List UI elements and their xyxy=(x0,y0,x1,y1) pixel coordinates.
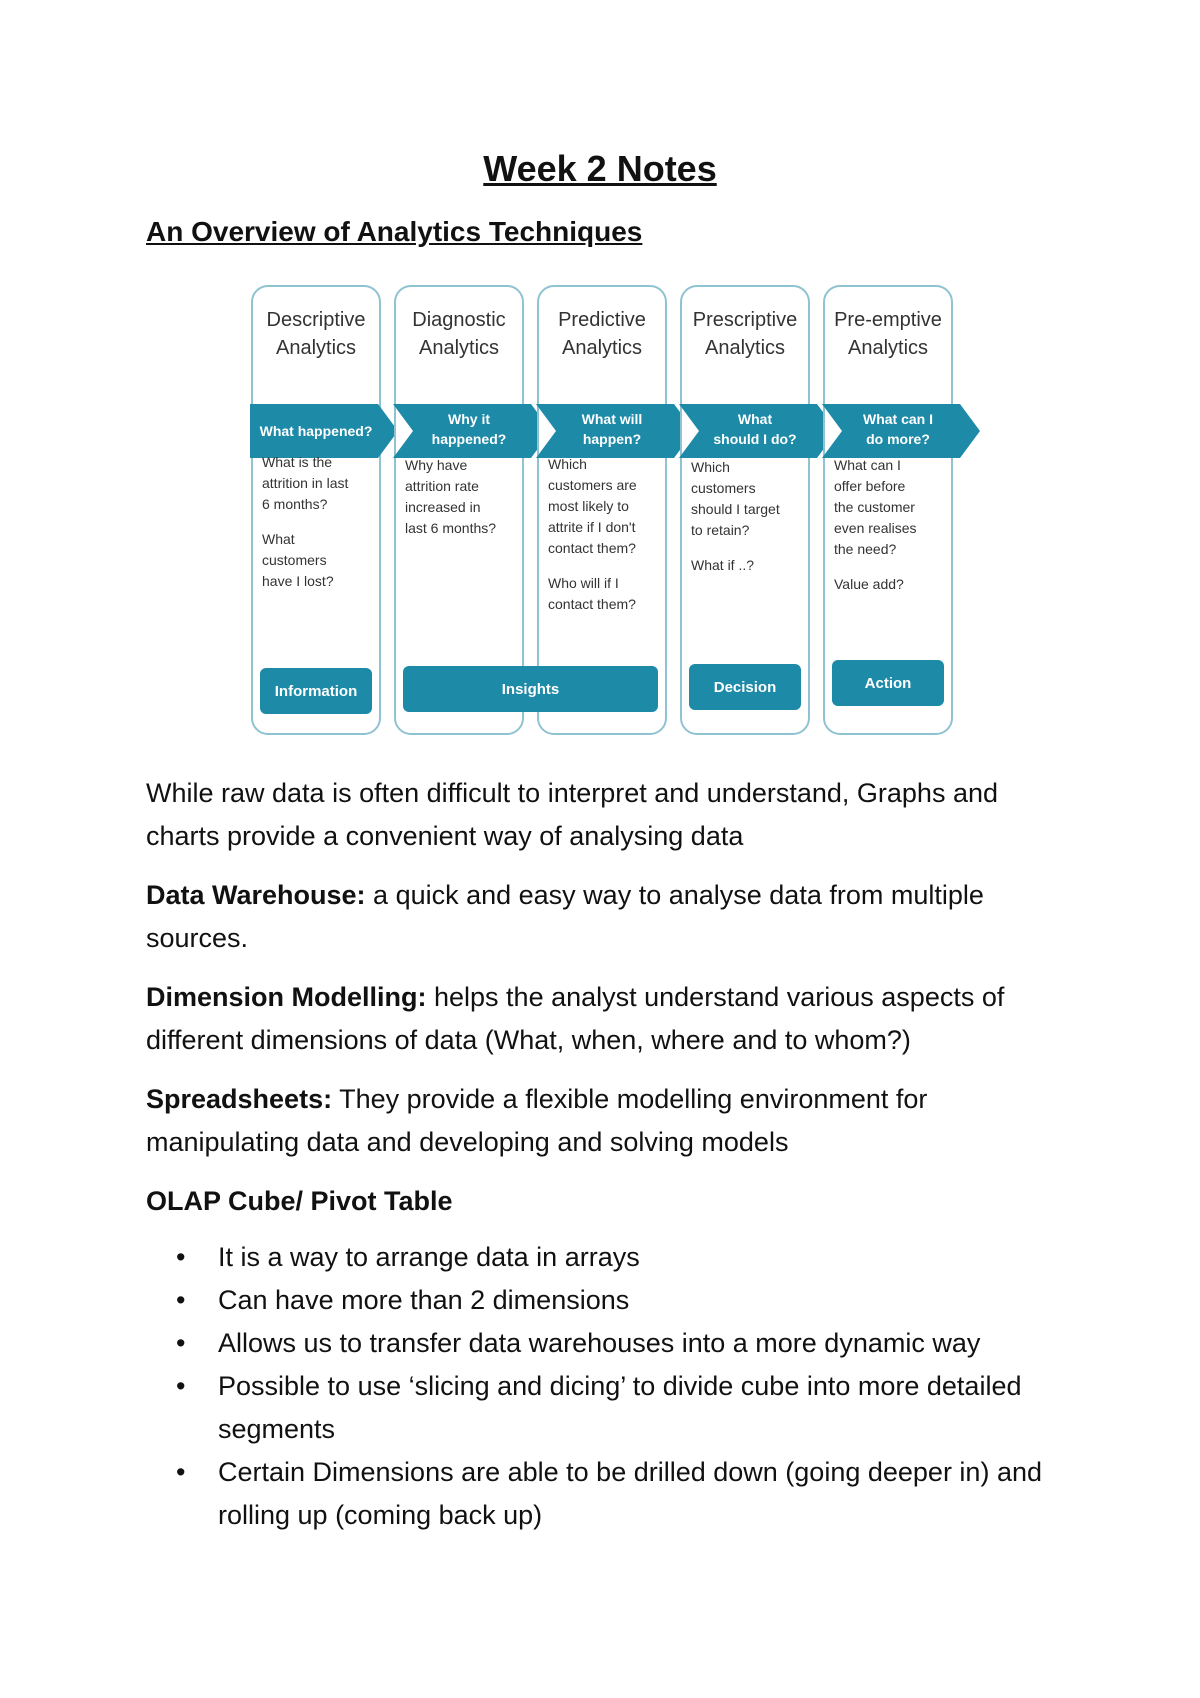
data-warehouse-definition: a quick and easy way to analyse data from multiple sources. xyxy=(146,880,984,953)
dimension-modelling-term: Dimension Modelling: xyxy=(146,982,427,1012)
arrow-label: What xyxy=(737,411,773,427)
column-title: Prescriptive xyxy=(692,309,798,331)
arrow-label: do more? xyxy=(866,431,930,447)
dimension-modelling-paragraph xyxy=(146,976,1076,1062)
insights-button-label: Insights xyxy=(501,681,560,698)
column-title: Analytics xyxy=(704,337,786,359)
column-title: Diagnostic xyxy=(412,309,506,331)
question-text: What if ..? xyxy=(691,557,755,573)
bullet-icon: • xyxy=(176,1457,186,1487)
question-text: Who will if I xyxy=(548,575,619,591)
question-text: should I target xyxy=(691,501,780,517)
list-item: • Certain Dimensions are able to be drilled down (going deeper in) and rolling up (coming back up) xyxy=(146,1451,1086,1537)
question-text: Which xyxy=(691,459,730,475)
question-text: contact them? xyxy=(548,540,636,556)
question-text: offer before xyxy=(834,478,906,494)
question-text: customers xyxy=(691,480,756,496)
question-text: 6 months? xyxy=(262,496,328,512)
question-text: customers are xyxy=(548,477,637,493)
list-item: • Can have more than 2 dimensions xyxy=(146,1279,1086,1322)
question-text: attrition in last xyxy=(262,475,349,491)
column-title: Analytics xyxy=(275,337,357,359)
question-text: to retain? xyxy=(691,522,750,538)
question-text: contact them? xyxy=(548,596,636,612)
olap-heading: OLAP Cube/ Pivot Table xyxy=(146,1186,453,1216)
bullet-icon: • xyxy=(176,1371,186,1401)
arrow-label: Why it xyxy=(448,411,490,427)
question-text: increased in xyxy=(405,499,481,515)
section-heading: An Overview of Analytics Techniques xyxy=(146,216,643,247)
question-text: attrition rate xyxy=(405,478,479,494)
question-text: attrite if I don't xyxy=(548,519,636,535)
question-text: Value add? xyxy=(834,576,904,592)
list-item: • It is a way to arrange data in arrays xyxy=(146,1236,1086,1279)
bullet-icon: • xyxy=(176,1328,186,1358)
column-title: Analytics xyxy=(418,337,500,359)
column-title: Descriptive xyxy=(266,309,366,331)
data-warehouse-paragraph xyxy=(146,874,1076,960)
spreadsheets-term: Spreadsheets: xyxy=(146,1084,333,1114)
column-title: Pre-emptive xyxy=(834,309,942,331)
question-text: last 6 months? xyxy=(405,520,497,536)
arrow-label: What happened? xyxy=(259,423,373,439)
stage-button-label: Decision xyxy=(713,679,777,696)
page-title: Week 2 Notes xyxy=(483,148,717,189)
column-title: Analytics xyxy=(561,337,643,359)
stage-button-label: Action xyxy=(864,675,912,692)
data-warehouse-term: Data Warehouse: xyxy=(146,880,366,910)
spreadsheets-paragraph xyxy=(146,1078,1076,1164)
dimension-modelling-definition: helps the analyst understand various aspects of different dimensions of data (What, when, where and to whom?) xyxy=(146,982,1005,1055)
question-text: even realises xyxy=(834,520,917,536)
arrow-label: happened? xyxy=(431,431,507,447)
column-title: Analytics xyxy=(847,337,929,359)
question-text: most likely to xyxy=(548,498,629,514)
bullet-icon: • xyxy=(176,1285,186,1315)
arrow-label: What will xyxy=(581,411,643,427)
analytics-techniques-diagram xyxy=(250,272,1030,750)
question-text: Why have xyxy=(405,457,468,473)
question-text: the need? xyxy=(834,541,897,557)
column-title: Predictive xyxy=(558,309,646,331)
arrow-label: What can I xyxy=(862,411,934,427)
arrow-label: happen? xyxy=(582,431,642,447)
question-text: have I lost? xyxy=(262,573,334,589)
olap-bullet-list xyxy=(146,1236,1086,1537)
question-text: What is the xyxy=(262,454,333,470)
question-text: customers xyxy=(262,552,327,568)
bullet-icon: • xyxy=(176,1242,186,1272)
question-text: Which xyxy=(548,456,587,472)
spreadsheets-definition: They provide a flexible modelling environment for manipulating data and developing and solving models xyxy=(146,1084,928,1157)
question-text: What can I xyxy=(834,457,901,473)
question-text: What xyxy=(262,531,295,547)
list-item: • Possible to use ‘slicing and dicing’ to divide cube into more detailed segments xyxy=(146,1365,1086,1451)
intro-paragraph: While raw data is often difficult to interpret and understand, Graphs and charts provide a convenient way of analysing data xyxy=(146,778,998,851)
question-text: the customer xyxy=(834,499,915,515)
analytics-diagram-svg xyxy=(250,272,1030,750)
list-item: • Allows us to transfer data warehouses into a more dynamic way xyxy=(146,1322,1086,1365)
stage-button-label: Information xyxy=(274,683,358,700)
arrow-label: should I do? xyxy=(713,431,797,447)
